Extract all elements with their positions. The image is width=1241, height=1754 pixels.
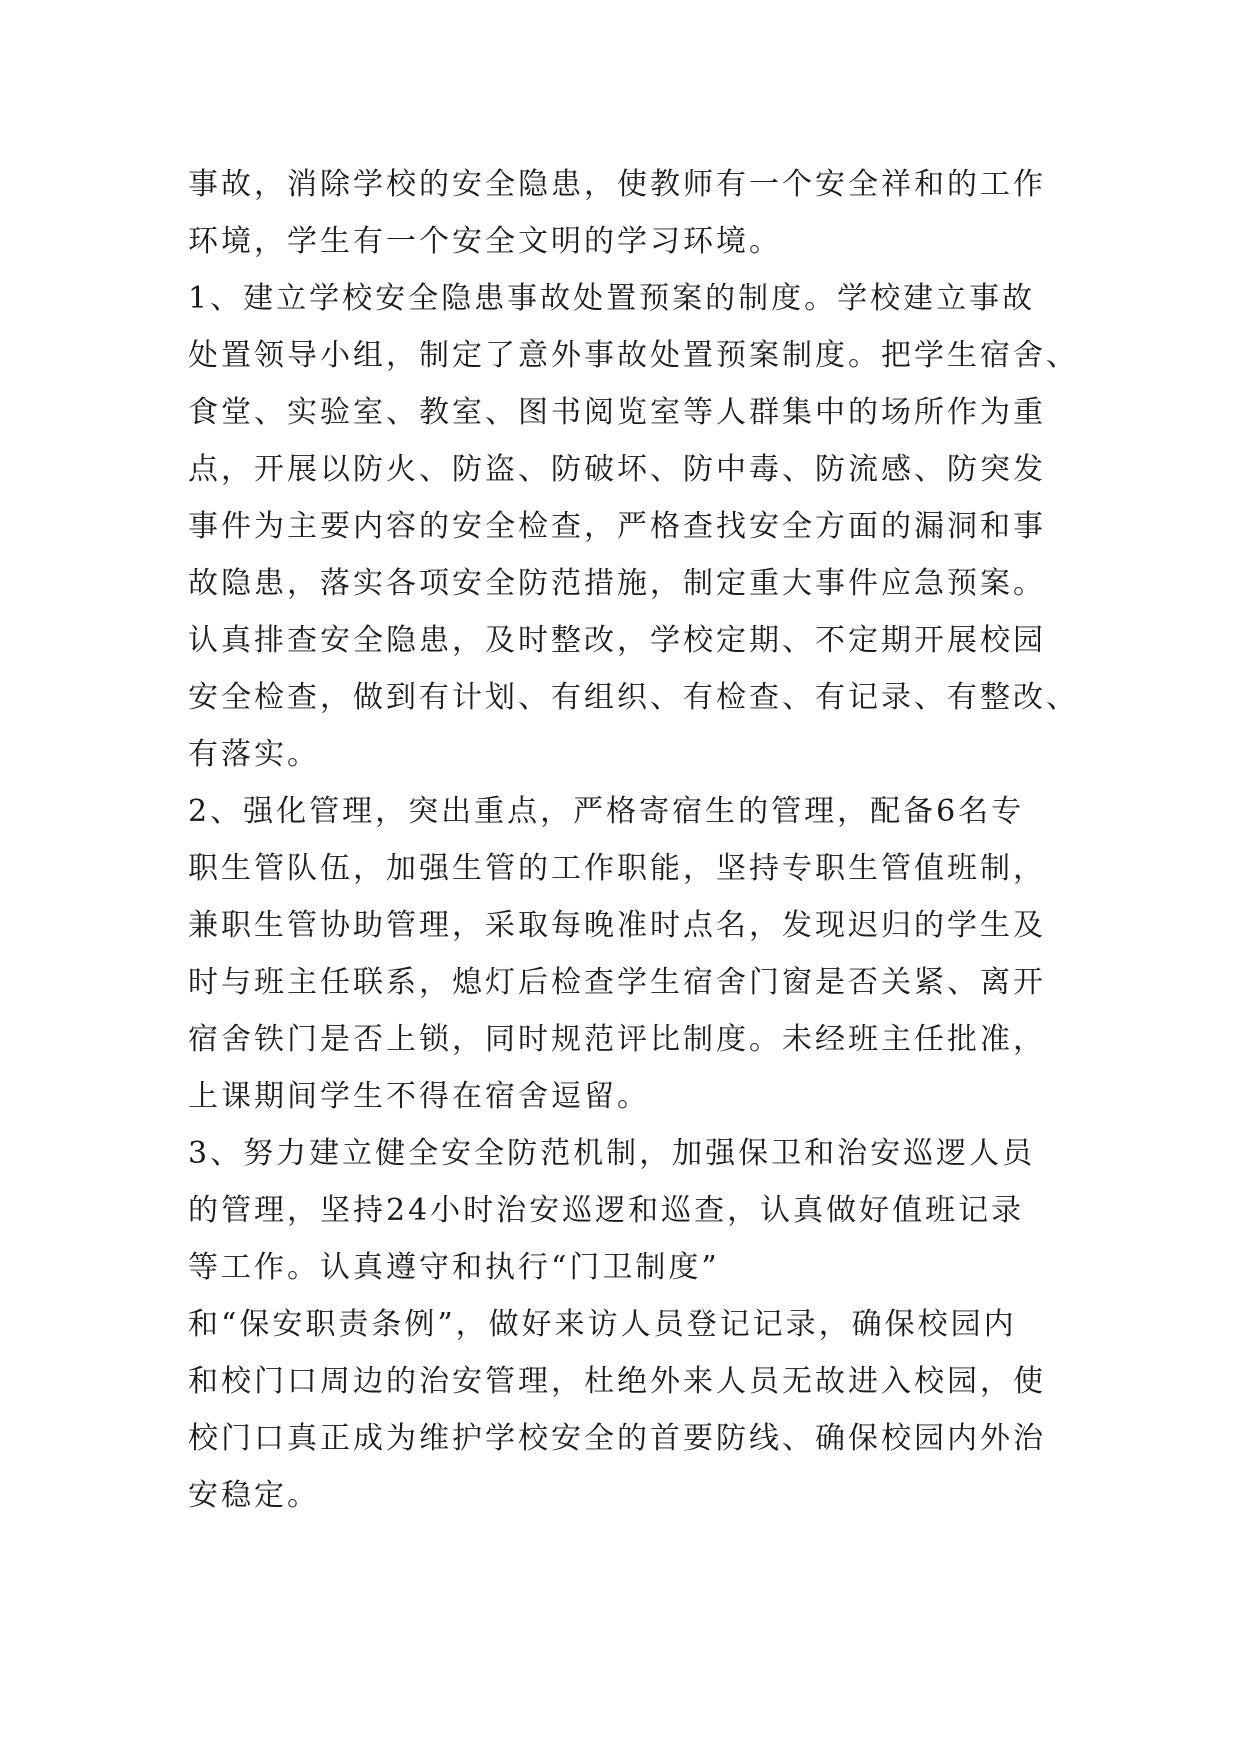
text-line: 宿舍铁门是否上锁，同时规范评比制度。未经班主任批准， [188, 1022, 1046, 1057]
text-line: 安全检查，做到有计划、有组织、有检查、有记录、有整改、 [188, 680, 1079, 715]
document-body [188, 156, 1079, 1524]
text-line: 3、努力建立健全安全防范机制，加强保卫和治安巡逻人员 [188, 1136, 1036, 1171]
text-line: 食堂、实验室、教室、图书阅览室等人群集中的场所作为重 [188, 395, 1046, 430]
text-line: 环境，学生有一个安全文明的学习环境。 [188, 224, 782, 259]
text-line: 1、建立学校安全隐患事故处置预案的制度。学校建立事故 [188, 281, 1036, 316]
text-line: 处置领导小组，制定了意外事故处置预案制度。把学生宿舍、 [188, 338, 1079, 373]
text-line: 和校门口周边的治安管理，杜绝外来人员无故进入校园，使 [188, 1364, 1046, 1399]
text-line: 2、强化管理，突出重点，严格寄宿生的管理，配备6名专 [188, 794, 1025, 829]
text-line: 的管理，坚持24小时治安巡逻和巡查，认真做好值班记录 [188, 1193, 1025, 1228]
text-line: 和“保安职责条例”，做好来访人员登记记录，确保校园内 [188, 1307, 1017, 1342]
text-line: 上课期间学生不得在宿舍逗留。 [188, 1079, 650, 1114]
text-line: 等工作。认真遵守和执行“门卫制度” [188, 1250, 720, 1285]
text-line: 时与班主任联系，熄灯后检查学生宿舍门窗是否关紧、离开 [188, 965, 1046, 1000]
text-line: 职生管队伍，加强生管的工作职能，坚持专职生管值班制， [188, 851, 1046, 886]
text-line: 有落实。 [188, 737, 320, 772]
text-line: 兼职生管协助管理，采取每晚准时点名，发现迟归的学生及 [188, 908, 1046, 943]
text-line: 故隐患，落实各项安全防范措施，制定重大事件应急预案。 [188, 566, 1046, 601]
text-line: 安稳定。 [188, 1478, 320, 1513]
text-line: 事故，消除学校的安全隐患，使教师有一个安全祥和的工作 [188, 167, 1046, 202]
text-line: 点，开展以防火、防盗、防破坏、防中毒、防流感、防突发 [188, 452, 1046, 487]
text-line: 校门口真正成为维护学校安全的首要防线、确保校园内外治 [188, 1421, 1046, 1456]
text-line: 事件为主要内容的安全检查，严格查找安全方面的漏洞和事 [188, 509, 1046, 544]
text-line: 认真排查安全隐患，及时整改，学校定期、不定期开展校园 [188, 623, 1046, 658]
